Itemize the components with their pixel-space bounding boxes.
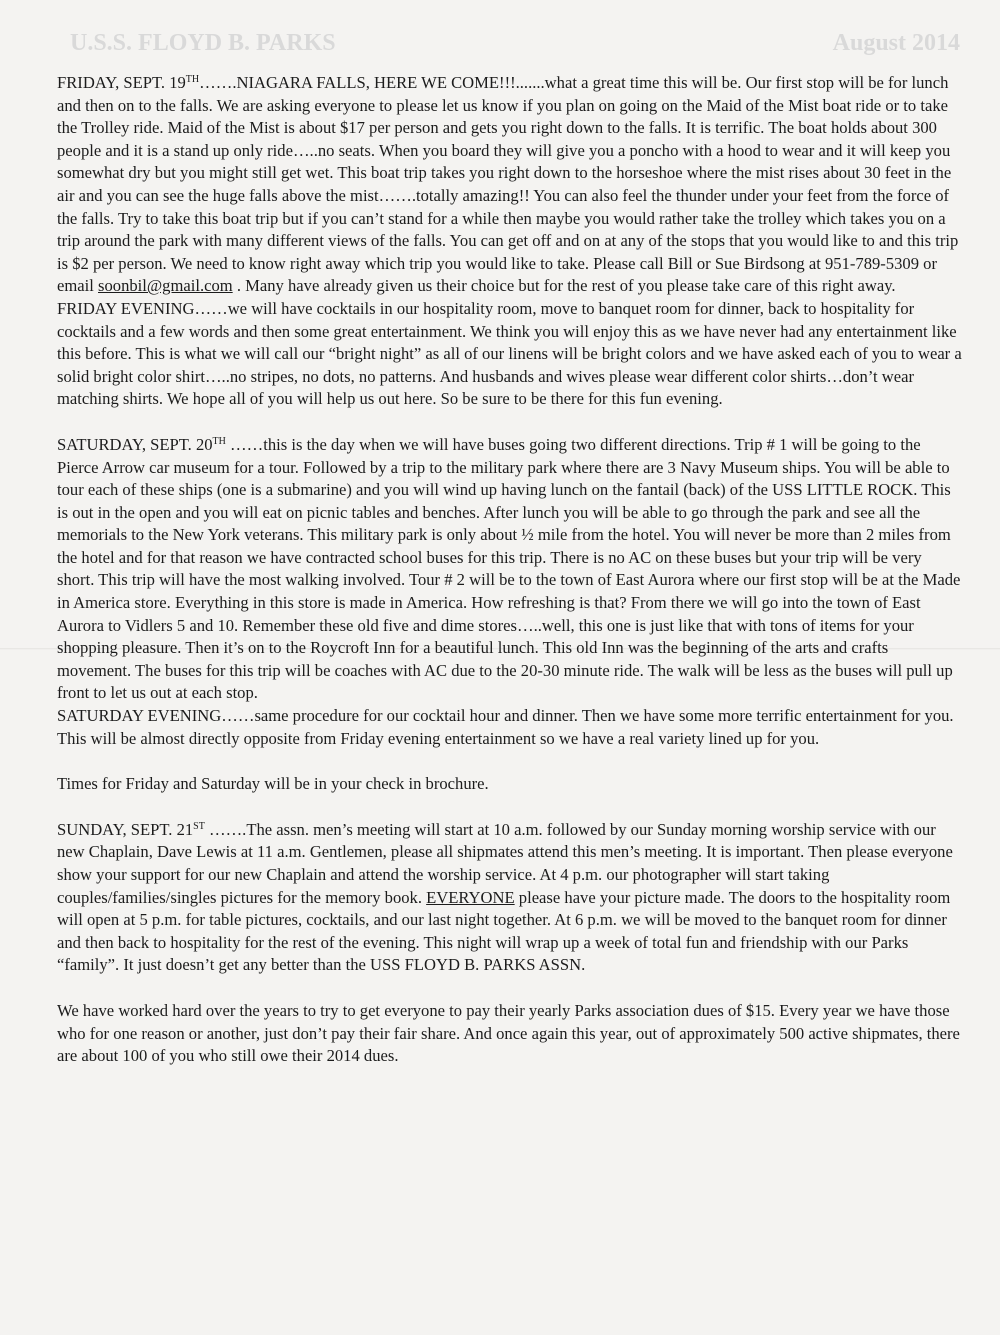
paragraph-dues: We have worked hard over the years to try to get everyone to pay their yearly Parks association dues of $15. Every year we have those who for one reason or another, just don’t pay their fair share. And once again this year, out of approximately 500 active shipmates, there are about 100 of you who still owe their 2014 dues. — [57, 1000, 960, 1066]
everyone-underlined: EVERYONE — [426, 887, 515, 907]
paragraph-sunday: SUNDAY, SEPT. 21ST …….The assn. men’s meeting will start at 10 a.m. followed by our Sunday morning worship service with our new Chaplain, Dave Lewis at 11 a.m. Gentlemen, please all shipmates attend this men’s meeting. It is important. Then please everyone show your support for our new Chaplain and attend the worship service. At 4 p.m. our photographer will start taking couples/families/singles pictures for the memory book. EVERYONE please have your picture made. The doors to the hospitality room will open at 5 p.m. for table pictures, cocktails, and our last night together. At 6 p.m. we will be moved to the banquet room for dinner and then back to hospitality for the rest of the evening. This night will wrap up a week of total fun and friendship with our Parks “family”. It just doesn’t get any better than the USS FLOYD B. PARKS ASSN. — [57, 819, 953, 975]
newsletter-body — [57, 72, 962, 1068]
bleed-left: U.S.S. FLOYD B. PARKS — [70, 30, 336, 56]
email-link[interactable]: soonbil@gmail.com — [98, 276, 233, 296]
paragraph-times: Times for Friday and Saturday will be in your check in brochure. — [57, 774, 489, 794]
bleed-right: August 2014 — [832, 30, 960, 56]
bleed-through-header — [70, 30, 960, 70]
paragraph-saturday: SATURDAY, SEPT. 20TH ……this is the day when we will have buses going two different directions. Trip # 1 will be going to the Pierce Arrow car museum for a tour. Followed by a trip to the military park where there are 3 Navy Museum ships. You will be able to tour each of these ships (one is a submarine) and you will wind up having lunch on the fantail (back) of the USS LITTLE ROCK. This is out in the open and you will eat on picnic tables and benches. After lunch you will be able to go through the park and see all the memorials to the New York veterans. This military park is only about ½ mile from the hotel. You will never be more than 2 miles from the hotel and for that reason we have contracted school buses for this trip. There is no AC on these buses but your trip will be very short. This trip will have the most walking involved. Tour # 2 will be to the town of East Aurora where our first stop will be at the Made in America store. Everything in this store is made in America. How refreshing is that? From there we will go into the town of East Aurora to Vidlers 5 and 10. Remember these old five and dime stores…..well, this one is just like that with tons of items for your shopping pleasure. Then it’s on to the Roycroft Inn for a beautiful lunch. This old Inn was the beginning of the arts and crafts movement. The buses for this trip will be coaches with AC due to the 20-30 minute ride. The walk will be less as the buses will pull up front to let us out at each stop. — [57, 434, 961, 703]
paragraph-saturday-evening: SATURDAY EVENING……same procedure for our cocktail hour and dinner. Then we have some more terrific entertainment for you. This will be almost directly opposite from Friday evening entertainment so we have a real variety lined up for you. — [57, 706, 954, 748]
paragraph-friday-evening: FRIDAY EVENING……we will have cocktails in our hospitality room, move to banquet room for dinner, back to hospitality for cocktails and a few words and then some great entertainment. We think you will enjoy this as we have never had any entertainment like this before. This is what we will call our “bright night” as all of our linens will be bright colors and we have asked each of you to wear a solid bright color shirt…..no stripes, no dots, no patterns. And husbands and wives please wear different color shirts…don’t wear matching shirts. We hope all of you will help us out here. So be sure to be there for this fun evening. — [57, 298, 962, 409]
paragraph-friday: FRIDAY, SEPT. 19TH…….NIAGARA FALLS, HERE WE COME!!!.......what a great time this will be. Our first stop will be for lunch and then on to the falls. We are asking everyone to please let us know if you plan on going on the Maid of the Mist boat ride or to take the Trolley ride. Maid of the Mist is about $17 per person and gets you right down to the falls. It is terrific. The boat holds about 300 people and it is a stand up only ride…..no seats. When you board they will give you a poncho with a hood to wear and it will keep you somewhat dry but you might still get wet. This boat trip takes you right down to the horseshoe where the mist rises about 30 feet in the air and you can see the huge falls above the mist…….totally amazing!! You can also feel the thunder under your feet from the force of the falls. Try to take this boat trip but if you can’t stand for a while then maybe you would rather take the trolley which takes you on a trip around the park with many different views of the falls. You can get off and on at any of the stops that you would like to and this trip is $2 per person. We need to know right away which trip you would like to take. Please call Bill or Sue Birdsong at 951-789-5309 or email soonbil@gmail.com . Many have already given us their choice but for the rest of you please take care of this right away. — [57, 73, 959, 296]
